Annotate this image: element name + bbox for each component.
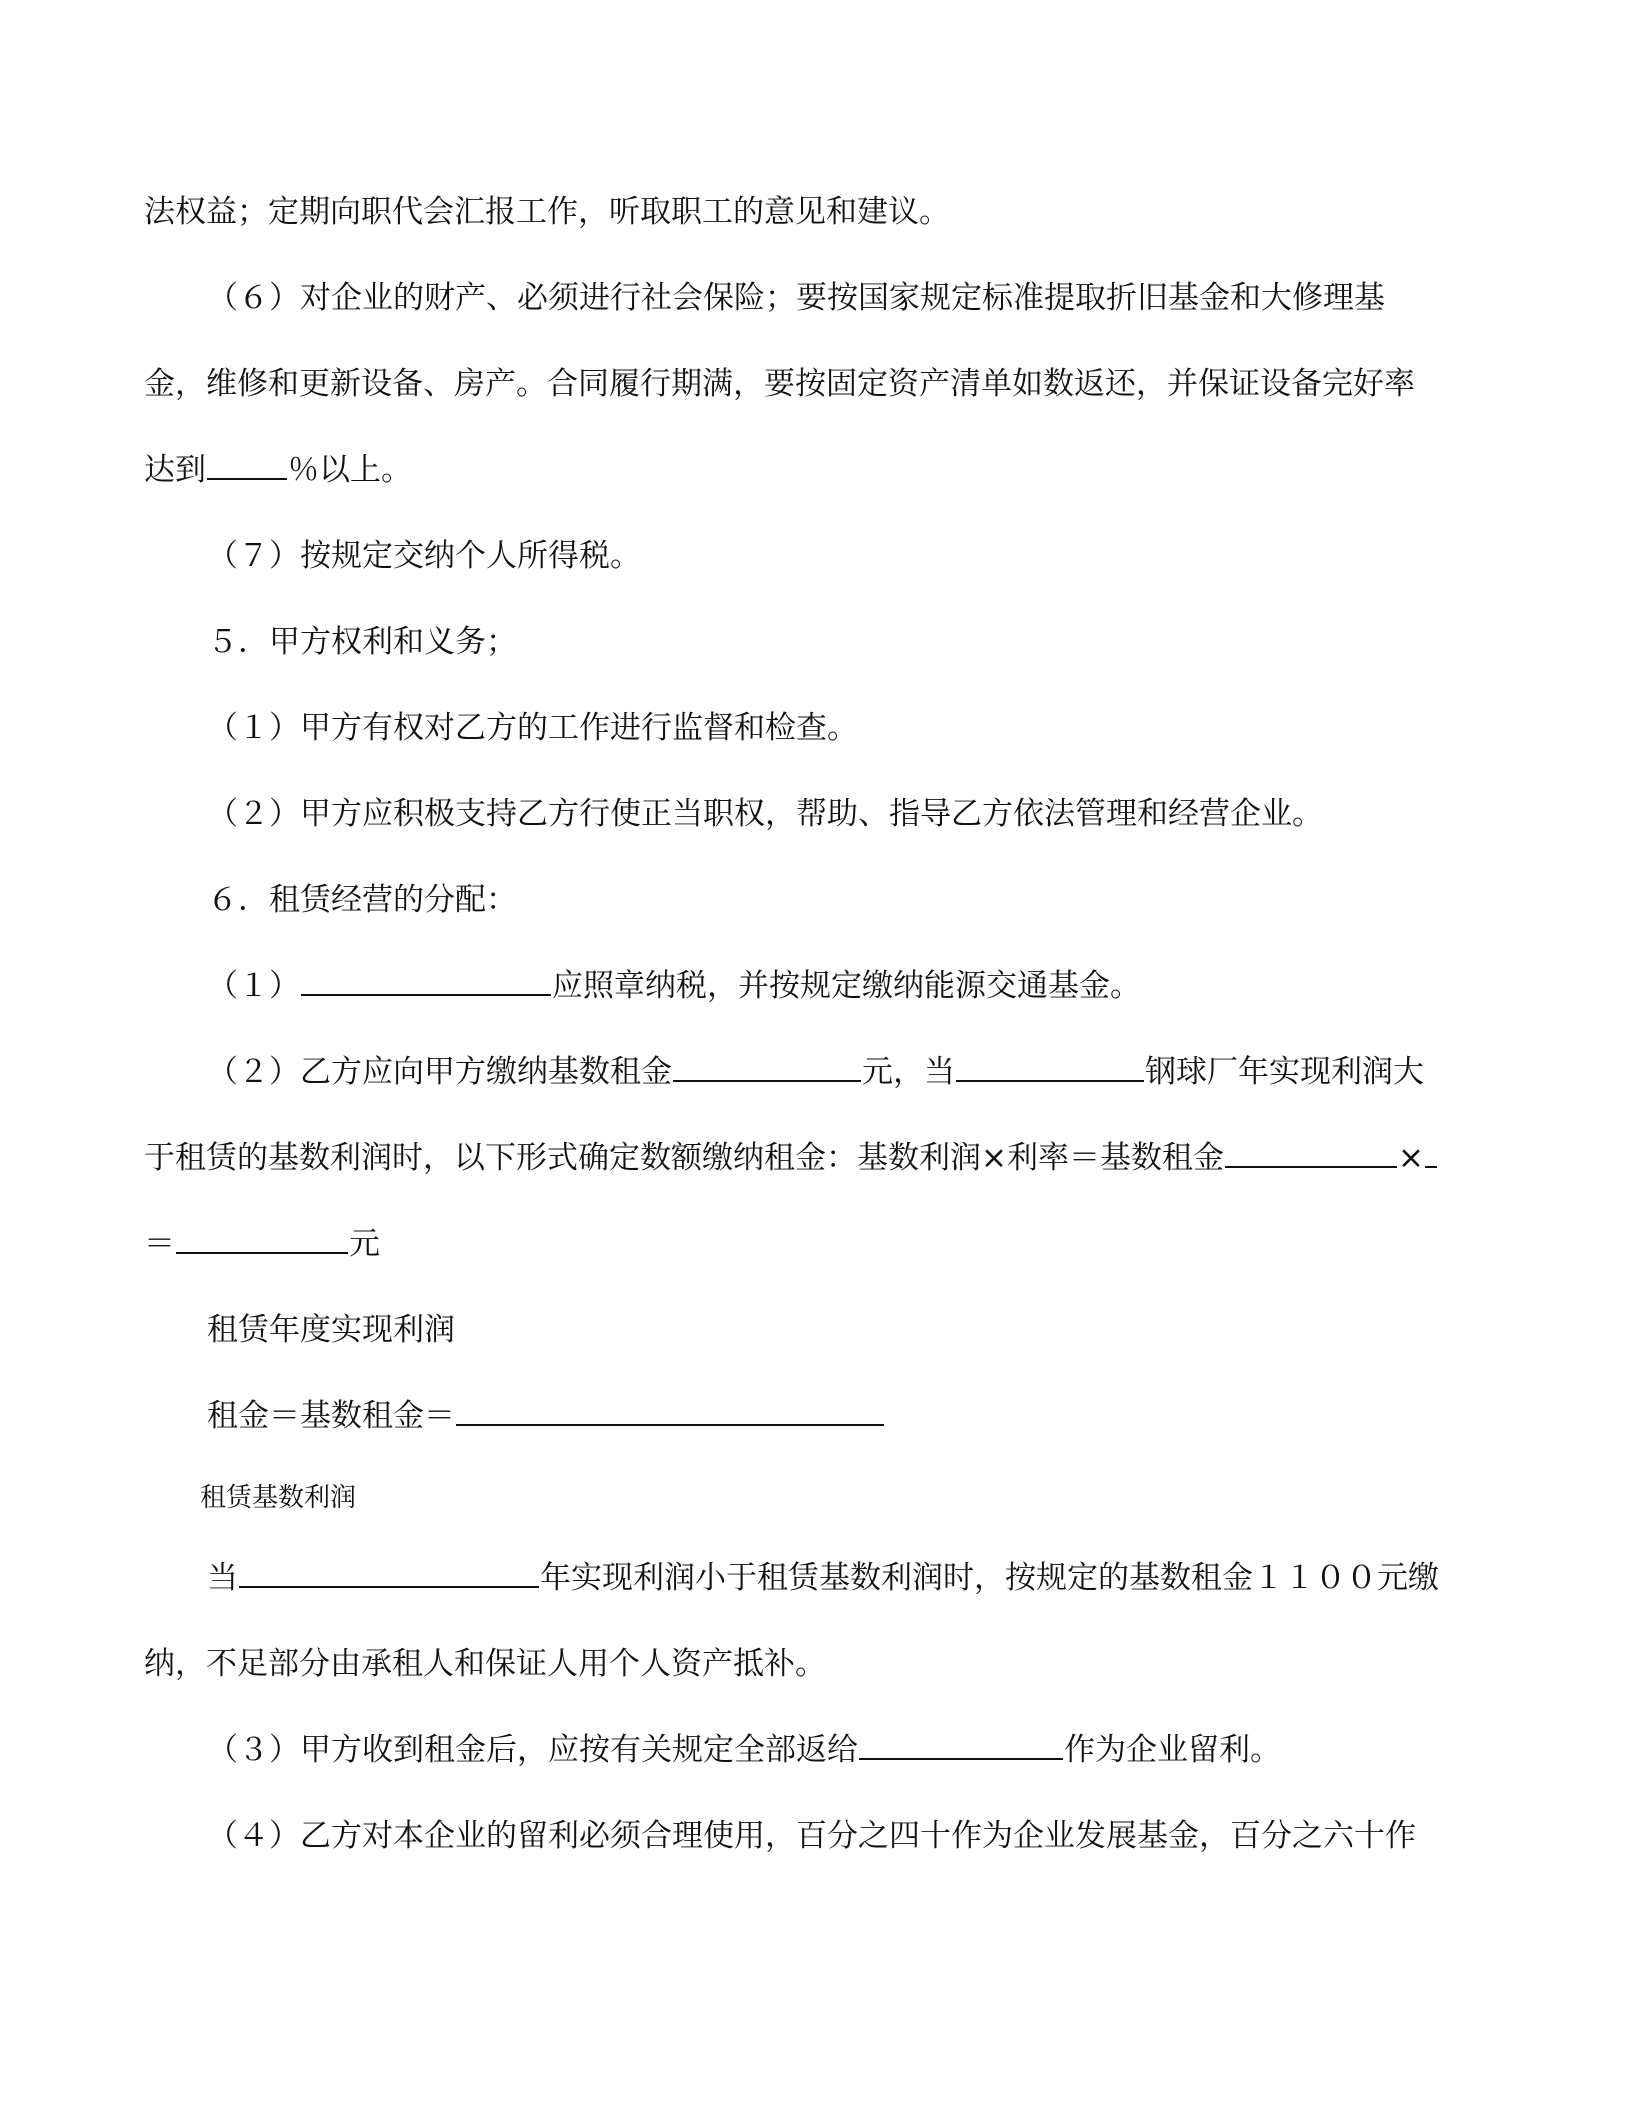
paragraph-line (207, 1556, 1439, 1600)
text: （１）甲方有权对乙方的工作进行监督和检查。 (207, 710, 858, 746)
section-heading-6 (207, 878, 517, 922)
text: （１） (207, 968, 300, 1004)
text: （２）乙方应向甲方缴纳基数租金 (207, 1054, 672, 1090)
fill-blank[interactable] (239, 1556, 539, 1588)
clause-5-2 (207, 792, 1323, 836)
fill-blank[interactable] (673, 1050, 861, 1082)
clause-6-1 (207, 964, 1141, 1008)
text: ％以上。 (288, 452, 412, 488)
fill-blank[interactable] (301, 964, 551, 996)
text: 法权益；定期向职代会汇报工作，听取职工的意见和建议。 (144, 194, 950, 230)
clause-5-1 (207, 706, 858, 750)
clause-6-2 (207, 1050, 1424, 1094)
text: 金，维修和更新设备、房产。合同履行期满，要按固定资产清单如数返还，并保证设备完好率 (144, 366, 1415, 402)
paragraph-line (144, 1642, 826, 1686)
text: ＝ (144, 1226, 175, 1262)
fill-blank[interactable] (1225, 1136, 1397, 1168)
paragraph-line (144, 1222, 380, 1266)
text: 达到 (144, 452, 206, 488)
text: （６）对企业的财产、必须进行社会保险；要按国家规定标准提取折旧基金和大修理基 (207, 280, 1385, 316)
text: 于租赁的基数利润时，以下形式确定数额缴纳租金：基数利润×利率＝基数租金 (144, 1140, 1224, 1176)
formula-numerator (207, 1308, 455, 1352)
paragraph-line (144, 448, 412, 492)
text: × (1397, 1140, 1424, 1176)
text: 租金＝基数租金＝ (207, 1398, 455, 1434)
fill-blank[interactable] (176, 1222, 348, 1254)
text: 钢球厂年实现利润大 (1145, 1054, 1424, 1090)
text: （２）甲方应积极支持乙方行使正当职权，帮助、指导乙方依法管理和经营企业。 (207, 796, 1323, 832)
text: 元，当 (862, 1054, 955, 1090)
text: 当 (207, 1560, 238, 1596)
clause-6 (207, 276, 1385, 320)
paragraph-line (144, 362, 1415, 406)
clause-6-3 (207, 1728, 1281, 1772)
text: （４）乙方对本企业的留利必须合理使用，百分之四十作为企业发展基金，百分之六十作 (207, 1818, 1416, 1854)
paragraph-line (144, 190, 950, 234)
text: 租赁年度实现利润 (207, 1312, 455, 1348)
clause-7 (207, 534, 641, 578)
section-heading-5 (207, 620, 517, 664)
fill-blank[interactable] (859, 1728, 1063, 1760)
text: 元 (349, 1226, 380, 1262)
text: 作为企业留利。 (1064, 1732, 1281, 1768)
text: （３）甲方收到租金后，应按有关规定全部返给 (207, 1732, 858, 1768)
text: 租赁基数利润 (200, 1483, 357, 1513)
formula-line (207, 1394, 885, 1438)
paragraph-line (144, 1136, 1438, 1180)
text: ６．租赁经营的分配： (207, 882, 517, 918)
fill-blank[interactable] (956, 1050, 1144, 1082)
fill-blank[interactable] (1425, 1136, 1437, 1168)
text: 应照章纳税，并按规定缴纳能源交通基金。 (552, 968, 1141, 1004)
text: 年实现利润小于租赁基数利润时，按规定的基数租金１１００元缴 (540, 1560, 1439, 1596)
text: 纳，不足部分由承租人和保证人用个人资产抵补。 (144, 1646, 826, 1682)
fill-blank[interactable] (207, 448, 287, 480)
fill-blank[interactable] (456, 1394, 884, 1426)
clause-6-4 (207, 1814, 1416, 1858)
text: ５．甲方权利和义务； (207, 624, 517, 660)
formula-denominator (200, 1476, 356, 1520)
text: （７）按规定交纳个人所得税。 (207, 538, 641, 574)
